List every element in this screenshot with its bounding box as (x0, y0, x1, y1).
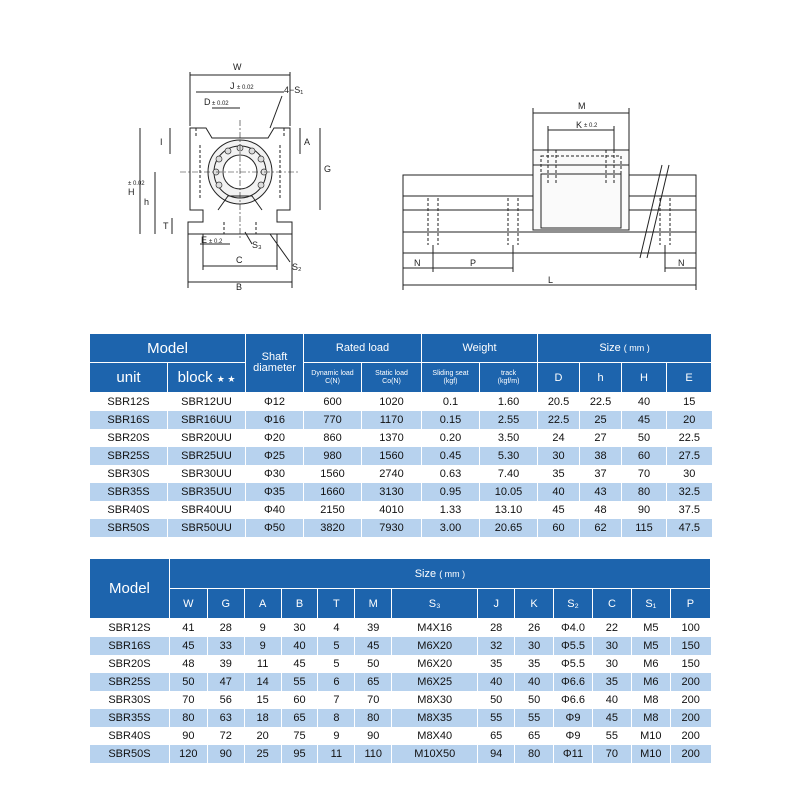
cell-value: 6 (318, 673, 355, 691)
cell-value: M6 (631, 655, 670, 673)
header-unit: unit (90, 363, 168, 393)
cell-value: M10 (631, 727, 670, 745)
cell-e: 32.5 (667, 483, 712, 501)
cell-value: 55 (592, 727, 631, 745)
header-shaft-diameter (246, 334, 304, 393)
cell-value: 63 (207, 709, 244, 727)
header-dynamic-load (304, 363, 362, 393)
header-static-line1: Static load (375, 369, 408, 377)
cell-stat: 3130 (362, 483, 422, 501)
cell-value: 39 (355, 619, 392, 638)
cell-value: 45 (169, 637, 207, 655)
cell-value: 35 (478, 655, 515, 673)
t2-header-col: A (244, 589, 281, 619)
cell-block: SBR30UU (168, 465, 246, 483)
cell-model: SBR25S (90, 673, 170, 691)
cell-value: 30 (592, 655, 631, 673)
load-size-table (89, 333, 712, 537)
cell-value: 15 (244, 691, 281, 709)
cell-value: 47 (207, 673, 244, 691)
header-shaft-line2: diameter (253, 362, 296, 374)
dim-D-label: D (204, 97, 211, 107)
t2-header-col: K (515, 589, 554, 619)
header-col-E: E (667, 363, 712, 393)
dim-A-label: A (304, 137, 311, 147)
cell-dyn: 3820 (304, 519, 362, 537)
cell-e: 20 (667, 411, 712, 429)
dim-G-label: G (324, 164, 332, 174)
cell-e: 15 (667, 393, 712, 412)
t2-header-col: S₁ (631, 589, 670, 619)
cell-model: SBR35S (90, 709, 170, 727)
t2-header-columns (90, 589, 711, 619)
cell-stat: 2740 (362, 465, 422, 483)
cell-value: 5 (318, 655, 355, 673)
cell-value: 70 (169, 691, 207, 709)
cell-track: 10.05 (480, 483, 538, 501)
cell-seat: 1.33 (422, 501, 480, 519)
cell-value: 8 (318, 709, 355, 727)
cell-shaft: Φ35 (246, 483, 304, 501)
t2-header-col: G (207, 589, 244, 619)
cell-model: SBR20S (90, 655, 170, 673)
cell-value: Φ11 (554, 745, 593, 763)
cell-h: 25 (580, 411, 622, 429)
cell-value: Φ9 (554, 709, 593, 727)
cell-value: 90 (169, 727, 207, 745)
cell-block: SBR35UU (168, 483, 246, 501)
dim-K-tolerance: ± 0.2 (584, 123, 598, 129)
cell-h: 43 (580, 483, 622, 501)
cell-d: 60 (538, 519, 580, 537)
cell-value: 11 (244, 655, 281, 673)
cell-e: 22.5 (667, 429, 712, 447)
dim-K-label: K (576, 120, 583, 130)
cell-shaft: Φ30 (246, 465, 304, 483)
table-row (90, 411, 712, 429)
header-track (480, 363, 538, 393)
cell-stat: 1560 (362, 447, 422, 465)
cell-d: 22.5 (538, 411, 580, 429)
cell-stat: 4010 (362, 501, 422, 519)
cell-value: 4 (318, 619, 355, 638)
t2-header-col: W (169, 589, 207, 619)
cell-shaft: Φ40 (246, 501, 304, 519)
cell-dyn: 600 (304, 393, 362, 412)
cell-value: 56 (207, 691, 244, 709)
technical-drawings (0, 0, 800, 320)
cell-value: 39 (207, 655, 244, 673)
cell-value: 80 (355, 709, 392, 727)
cell-unit: SBR25S (90, 447, 168, 465)
cell-value: Φ9 (554, 727, 593, 745)
header-block (168, 363, 246, 393)
dim-E-label: E (201, 235, 208, 245)
cell-h: 27 (580, 429, 622, 447)
cell-value: 40 (515, 673, 554, 691)
header-size (538, 334, 712, 363)
cell-value: 28 (207, 619, 244, 638)
dim-B-label: B (236, 282, 243, 292)
cell-value: 25 (244, 745, 281, 763)
table-row (90, 393, 712, 412)
cell-value: 60 (281, 691, 318, 709)
cell-value: M6 (631, 673, 670, 691)
cell-h: 70 (622, 465, 667, 483)
t2-header-model: Model (90, 559, 170, 619)
cell-value: 48 (169, 655, 207, 673)
cell-dyn: 1660 (304, 483, 362, 501)
cell-value: Φ6.6 (554, 673, 593, 691)
cell-value: 35 (515, 655, 554, 673)
t2-header-col: S₂ (554, 589, 593, 619)
t2-header-size-unit: ( mm ) (439, 568, 466, 579)
cell-value: M10 (631, 745, 670, 763)
cell-value: 65 (515, 727, 554, 745)
cell-value: 55 (515, 709, 554, 727)
cell-value: 5 (318, 637, 355, 655)
cell-value: 72 (207, 727, 244, 745)
table-row (90, 691, 711, 709)
dimension-table (89, 558, 711, 763)
cell-value: Φ5.5 (554, 655, 593, 673)
cell-value: 200 (670, 691, 710, 709)
table-row (90, 447, 712, 465)
cell-value: M8X35 (392, 709, 478, 727)
cell-stat: 1170 (362, 411, 422, 429)
header-size-label: Size (599, 342, 621, 354)
cell-shaft: Φ25 (246, 447, 304, 465)
cell-value: 100 (670, 619, 710, 638)
cell-unit: SBR50S (90, 519, 168, 537)
cell-d: 35 (538, 465, 580, 483)
cell-value: 35 (592, 673, 631, 691)
header-shaft-line1: Shaft (261, 351, 288, 363)
cell-e: 30 (667, 465, 712, 483)
cell-seat: 0.15 (422, 411, 480, 429)
cell-value: M8X40 (392, 727, 478, 745)
cell-value: 45 (355, 637, 392, 655)
cell-seat: 0.1 (422, 393, 480, 412)
cell-value: 22 (592, 619, 631, 638)
cell-h: 48 (580, 501, 622, 519)
cell-shaft: Φ16 (246, 411, 304, 429)
dim-S2-label: S₂ (292, 262, 302, 272)
header-track-line2: (kgf/m) (497, 377, 520, 385)
cell-value: 90 (207, 745, 244, 763)
cell-value: 150 (670, 637, 710, 655)
cell-d: 30 (538, 447, 580, 465)
cell-unit: SBR16S (90, 411, 168, 429)
cell-value: 50 (515, 691, 554, 709)
cell-track: 3.50 (480, 429, 538, 447)
cell-seat: 3.00 (422, 519, 480, 537)
cell-e: 47.5 (667, 519, 712, 537)
table-row (90, 465, 712, 483)
cell-model: SBR12S (90, 619, 170, 638)
cell-block: SBR16UU (168, 411, 246, 429)
cell-block: SBR50UU (168, 519, 246, 537)
table-row (90, 429, 712, 447)
cell-seat: 0.63 (422, 465, 480, 483)
cell-h: 80 (622, 483, 667, 501)
cell-value: 30 (281, 619, 318, 638)
cell-track: 13.10 (480, 501, 538, 519)
cell-h: 50 (622, 429, 667, 447)
cell-value: 110 (355, 745, 392, 763)
header-static-load (362, 363, 422, 393)
cell-value: M6X25 (392, 673, 478, 691)
cell-unit: SBR30S (90, 465, 168, 483)
cell-value: Φ5.5 (554, 637, 593, 655)
cell-h: 115 (622, 519, 667, 537)
cell-value: 30 (515, 637, 554, 655)
side-view-drawing (403, 108, 696, 290)
cell-shaft: Φ50 (246, 519, 304, 537)
cell-value: 55 (478, 709, 515, 727)
cell-value: 40 (592, 691, 631, 709)
cell-block: SBR12UU (168, 393, 246, 412)
header-static-line2: Co(N) (382, 377, 401, 385)
cell-h: 45 (622, 411, 667, 429)
cell-value: 9 (244, 619, 281, 638)
cell-value: M4X16 (392, 619, 478, 638)
cell-dyn: 980 (304, 447, 362, 465)
table-row (90, 727, 711, 745)
t2-header-col: B (281, 589, 318, 619)
cell-value: 150 (670, 655, 710, 673)
cell-unit: SBR12S (90, 393, 168, 412)
table-row (90, 709, 711, 727)
dim-T-label: T (163, 221, 169, 231)
cell-value: 45 (592, 709, 631, 727)
table-row (90, 619, 711, 638)
cell-d: 24 (538, 429, 580, 447)
t2-header-size (169, 559, 710, 589)
cell-value: M5 (631, 637, 670, 655)
cell-seat: 0.20 (422, 429, 480, 447)
cell-e: 27.5 (667, 447, 712, 465)
cell-track: 2.55 (480, 411, 538, 429)
load-size-table-body (90, 393, 712, 538)
cell-value: M5 (631, 619, 670, 638)
cell-value: 200 (670, 709, 710, 727)
cell-h: 40 (622, 393, 667, 412)
cell-seat: 0.45 (422, 447, 480, 465)
cell-value: Φ4.0 (554, 619, 593, 638)
cell-value: 28 (478, 619, 515, 638)
cell-value: 45 (281, 655, 318, 673)
header-col-h: h (580, 363, 622, 393)
cell-value: 95 (281, 745, 318, 763)
cell-value: 70 (592, 745, 631, 763)
cell-value: 75 (281, 727, 318, 745)
header-dynamic-line2: C(N) (325, 377, 340, 385)
cell-h: 37 (580, 465, 622, 483)
dim-h-label: h (144, 197, 150, 207)
header-weight: Weight (422, 334, 538, 363)
cell-block: SBR25UU (168, 447, 246, 465)
cell-model: SBR50S (90, 745, 170, 763)
table-row (90, 655, 711, 673)
t2-header-col: P (670, 589, 710, 619)
table-row (90, 519, 712, 537)
t2-header-col: T (318, 589, 355, 619)
cell-value: M8X30 (392, 691, 478, 709)
cell-d: 40 (538, 483, 580, 501)
cell-value: M8 (631, 691, 670, 709)
cell-unit: SBR35S (90, 483, 168, 501)
cell-value: 80 (515, 745, 554, 763)
dim-4-S1-label: 4−S₁ (284, 85, 304, 95)
header-rated-load: Rated load (304, 334, 422, 363)
cell-value: 11 (318, 745, 355, 763)
t2-header-col: J (478, 589, 515, 619)
cell-value: 40 (281, 637, 318, 655)
dim-S3-label: S₃ (252, 240, 262, 250)
cell-unit: SBR40S (90, 501, 168, 519)
cell-e: 37.5 (667, 501, 712, 519)
dim-P-label: P (470, 258, 477, 268)
cell-h: 38 (580, 447, 622, 465)
cell-model: SBR40S (90, 727, 170, 745)
cell-h: 90 (622, 501, 667, 519)
cell-stat: 1370 (362, 429, 422, 447)
cell-dyn: 1560 (304, 465, 362, 483)
header-block-label: block (177, 369, 213, 386)
cell-track: 5.30 (480, 447, 538, 465)
cell-value: 94 (478, 745, 515, 763)
header-col-H: H (622, 363, 667, 393)
cell-model: SBR30S (90, 691, 170, 709)
cell-dyn: 2150 (304, 501, 362, 519)
cell-value: 20 (244, 727, 281, 745)
dim-I-label: I (160, 137, 163, 147)
cell-track: 20.65 (480, 519, 538, 537)
cell-value: 90 (355, 727, 392, 745)
cell-value: 33 (207, 637, 244, 655)
cell-block: SBR40UU (168, 501, 246, 519)
cell-value: 9 (318, 727, 355, 745)
table-row (90, 483, 712, 501)
cell-track: 1.60 (480, 393, 538, 412)
header-sliding-line1: Sliding seat (432, 369, 469, 377)
table-row (90, 745, 711, 763)
cell-seat: 0.95 (422, 483, 480, 501)
dim-H-label: H (128, 187, 135, 197)
cell-dyn: 770 (304, 411, 362, 429)
cell-value: 50 (478, 691, 515, 709)
dim-H-tolerance: ± 0.02 (128, 181, 145, 187)
cell-h: 62 (580, 519, 622, 537)
cell-value: M8 (631, 709, 670, 727)
t2-header-col: M (355, 589, 392, 619)
cell-dyn: 860 (304, 429, 362, 447)
dimension-table-body (90, 619, 711, 764)
cell-value: 65 (355, 673, 392, 691)
dim-J-tolerance: ± 0.02 (237, 85, 254, 91)
cell-value: 120 (169, 745, 207, 763)
t2-header-col: C (592, 589, 631, 619)
header-track-line1: track (500, 369, 517, 377)
table-row (90, 673, 711, 691)
cell-value: 9 (244, 637, 281, 655)
cell-value: 65 (281, 709, 318, 727)
table-row (90, 501, 712, 519)
cell-model: SBR16S (90, 637, 170, 655)
cell-d: 45 (538, 501, 580, 519)
cell-stat: 1020 (362, 393, 422, 412)
cell-value: 80 (169, 709, 207, 727)
dim-J-label: J (230, 81, 235, 91)
dim-N-right-label: N (678, 258, 685, 268)
cell-value: M6X20 (392, 655, 478, 673)
header-dynamic-line1: Dynamic load (311, 369, 354, 377)
cell-h: 60 (622, 447, 667, 465)
cell-value: 200 (670, 727, 710, 745)
cell-stat: 7930 (362, 519, 422, 537)
cell-value: 7 (318, 691, 355, 709)
cell-value: 32 (478, 637, 515, 655)
dim-M-label: M (578, 101, 586, 111)
cell-value: 200 (670, 745, 710, 763)
cell-value: 50 (169, 673, 207, 691)
cell-unit: SBR20S (90, 429, 168, 447)
cell-value: 41 (169, 619, 207, 638)
cell-value: M6X20 (392, 637, 478, 655)
t2-header-size-label: Size (414, 567, 437, 580)
cell-value: 40 (478, 673, 515, 691)
dim-C-label: C (236, 255, 243, 265)
header-block-stars: ★ ★ (216, 374, 236, 384)
header-sliding-line2: (kgf) (443, 377, 458, 385)
cell-shaft: Φ20 (246, 429, 304, 447)
cell-value: 200 (670, 673, 710, 691)
cell-value: 18 (244, 709, 281, 727)
cell-value: 14 (244, 673, 281, 691)
t2-header-col: S₃ (392, 589, 478, 619)
cell-value: 26 (515, 619, 554, 638)
cell-value: 50 (355, 655, 392, 673)
cell-value: Φ6.6 (554, 691, 593, 709)
cell-h: 22.5 (580, 393, 622, 412)
header-size-unit: ( mm ) (623, 343, 650, 353)
header-sliding-seat (422, 363, 480, 393)
header-col-D: D (538, 363, 580, 393)
dim-D-tolerance: ± 0.02 (212, 101, 229, 107)
cell-value: 55 (281, 673, 318, 691)
header-model: Model (90, 334, 246, 363)
cell-value: 70 (355, 691, 392, 709)
dim-E-tolerance: ± 0.2 (209, 239, 223, 245)
cell-track: 7.40 (480, 465, 538, 483)
cell-block: SBR20UU (168, 429, 246, 447)
cell-d: 20.5 (538, 393, 580, 412)
cell-value: 65 (478, 727, 515, 745)
dim-L-label: L (548, 275, 554, 285)
dim-N-left-label: N (414, 258, 421, 268)
table-row (90, 637, 711, 655)
dim-W-label: W (233, 62, 242, 72)
front-view-drawing (140, 72, 320, 288)
cell-value: M10X50 (392, 745, 478, 763)
cell-value: 30 (592, 637, 631, 655)
cell-shaft: Φ12 (246, 393, 304, 412)
